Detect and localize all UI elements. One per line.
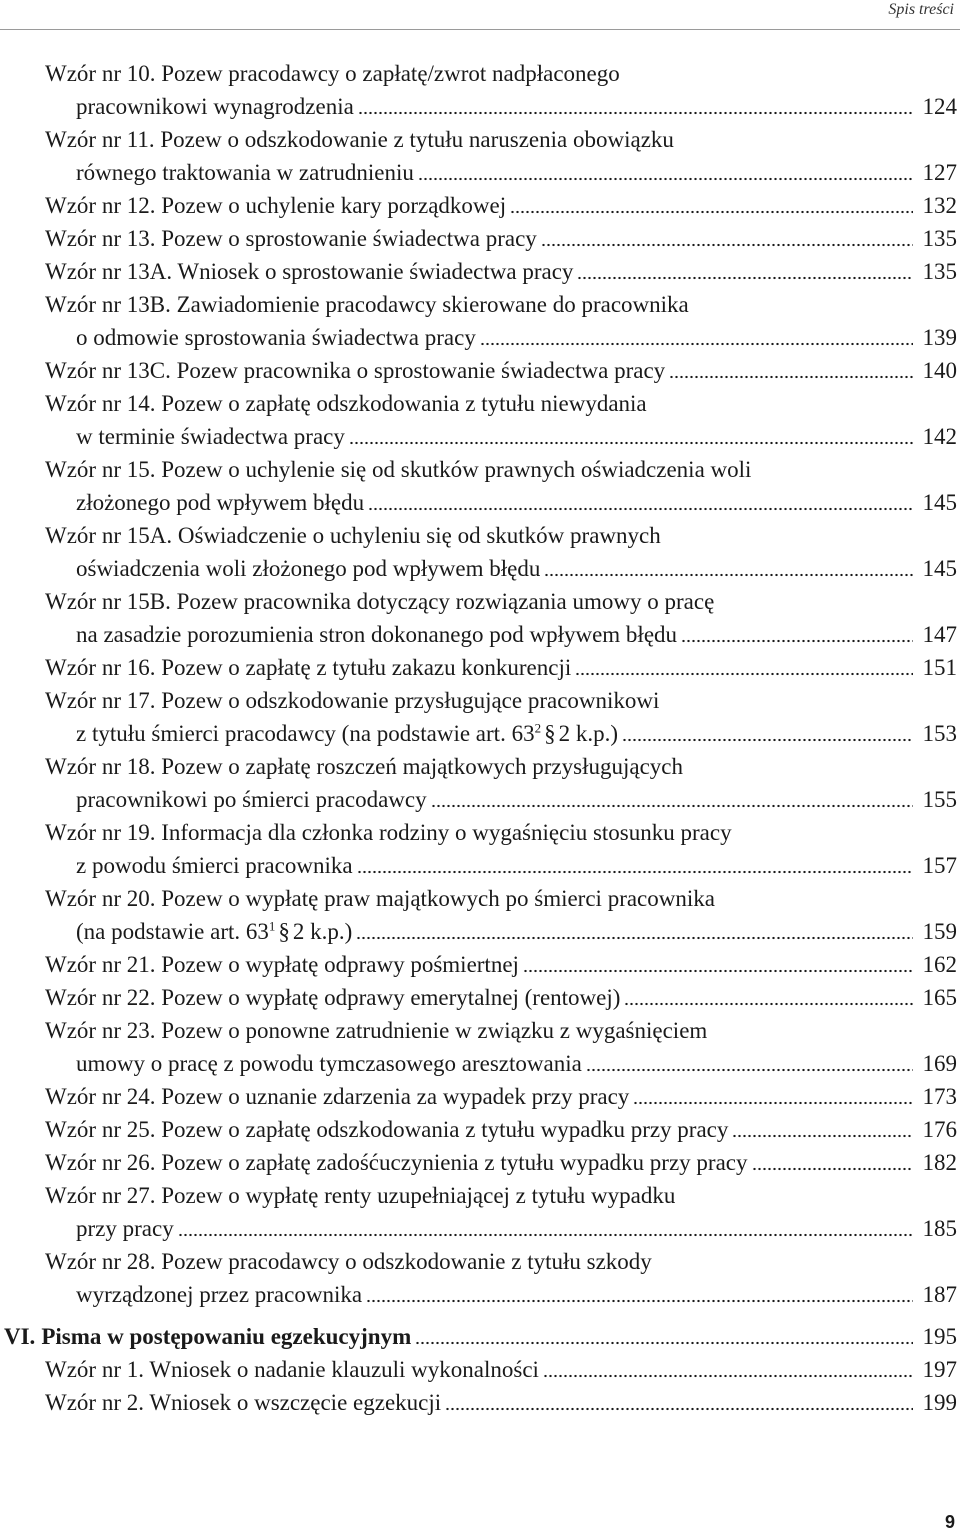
entry-title: Wzór nr 1. Wniosek o nadanie klauzuli wykonalności (45, 1357, 539, 1382)
toc-entry-line (0, 1080, 960, 1113)
page-ref: 159 (922, 919, 957, 944)
toc-entry-line (0, 123, 960, 156)
running-title: Spis treści (888, 1, 954, 18)
page-ref: 132 (922, 193, 957, 218)
page-ref: 199 (922, 1390, 957, 1415)
dot-leader (523, 948, 913, 981)
page-ref: 173 (922, 1084, 957, 1109)
entry-title: oświadczenia woli złożonego pod wpływem błędu (76, 556, 541, 581)
dot-leader (633, 1080, 913, 1113)
dot-leader (732, 1113, 913, 1146)
entry-title: Wzór nr 17. Pozew o odszkodowanie przysługujące pracownikowi (45, 688, 660, 713)
entry-title: złożonego pod wpływem błędu (76, 490, 365, 515)
toc-entry-line (0, 882, 960, 915)
page-ref: 195 (922, 1324, 957, 1349)
section-sign: § (544, 721, 556, 746)
entry-title: w terminie świadectwa pracy (76, 424, 345, 449)
toc-entry-line (0, 750, 960, 783)
page-ref: 140 (922, 358, 957, 383)
toc-entry-line (0, 1212, 960, 1245)
page-ref: 169 (922, 1051, 957, 1076)
page-ref: 127 (922, 160, 957, 185)
toc-entry-line (0, 1179, 960, 1212)
toc-entry-line (0, 519, 960, 552)
dot-leader (752, 1146, 914, 1179)
page-ref: 142 (922, 424, 957, 449)
dot-leader (445, 1386, 913, 1419)
section-sign: § (278, 919, 290, 944)
toc-entry-line (0, 1014, 960, 1047)
dot-leader (480, 321, 913, 354)
toc-entry-line (0, 1386, 960, 1419)
entry-title: pracownikowi po śmierci pracodawcy (76, 787, 427, 812)
entry-title: Wzór nr 16. Pozew o zapłatę z tytułu zakazu konkurencji (45, 655, 572, 680)
entry-title: przy pracy (76, 1216, 174, 1241)
page-ref: 145 (922, 556, 957, 581)
toc-entry-line (0, 453, 960, 486)
section-gap (0, 1311, 960, 1320)
entry-title-text: 2 k.p.) (292, 919, 353, 944)
dot-leader (575, 651, 913, 684)
entry-title: Wzór nr 22. Pozew o wypłatę odprawy emerytalnej (rentowej) (45, 985, 621, 1010)
page-ref: 187 (922, 1282, 957, 1307)
page-ref: 147 (922, 622, 957, 647)
dot-leader (586, 1047, 913, 1080)
page-ref: 153 (922, 721, 957, 746)
dot-leader (577, 255, 913, 288)
dot-leader (431, 783, 913, 816)
entry-title: Wzór nr 26. Pozew o zapłatę zadośćuczynienia z tytułu wypadku przy pracy (45, 1150, 748, 1175)
dot-leader (357, 849, 913, 882)
toc-entry-line (0, 948, 960, 981)
page-ref: 185 (922, 1216, 957, 1241)
dot-leader (356, 915, 913, 948)
entry-title: Wzór nr 14. Pozew o zapłatę odszkodowania z tytułu niewydania (45, 391, 647, 416)
page-ref: 162 (922, 952, 957, 977)
entry-title: Wzór nr 25. Pozew o zapłatę odszkodowania z tytułu wypadku przy pracy (45, 1117, 729, 1142)
toc-entry-line (0, 651, 960, 684)
toc-entry-line (0, 915, 960, 948)
entry-title: na zasadzie porozumienia stron dokonanego pod wpływem błędu (76, 622, 678, 647)
entry-title: pracownikowi wynagrodzenia (76, 94, 354, 119)
toc-entry-line (0, 717, 960, 750)
toc-entry-line (0, 684, 960, 717)
dot-leader (368, 486, 913, 519)
page-ref: 151 (922, 655, 957, 680)
entry-title: Wzór nr 28. Pozew pracodawcy o odszkodowanie z tytułu szkody (45, 1249, 652, 1274)
toc-entry-line (0, 1047, 960, 1080)
dot-leader (510, 189, 913, 222)
entry-title: Wzór nr 24. Pozew o uznanie zdarzenia za wypadek przy pracy (45, 1084, 630, 1109)
entry-title: Wzór nr 21. Pozew o wypłatę odprawy pośmiertnej (45, 952, 519, 977)
entry-title-text: 2 k.p.) (558, 721, 618, 746)
entry-title: Wzór nr 15B. Pozew pracownika dotyczący rozwiązania umowy o pracę (45, 589, 715, 614)
page-ref: 157 (922, 853, 957, 878)
entry-title: Wzór nr 12. Pozew o uchylenie kary porządkowej (45, 193, 507, 218)
toc-entry-line (0, 816, 960, 849)
toc-entry-line (0, 90, 960, 123)
dot-leader (349, 420, 913, 453)
dot-leader (622, 717, 913, 750)
toc-entry-line (0, 288, 960, 321)
toc-entry-line (0, 1113, 960, 1146)
article-superscript: 2 (534, 720, 542, 736)
entry-title: Wzór nr 13C. Pozew pracownika o sprostowanie świadectwa pracy (45, 358, 666, 383)
toc-entry-line (0, 255, 960, 288)
entry-title: Wzór nr 10. Pozew pracodawcy o zapłatę/zwrot nadpłaconego (45, 61, 620, 86)
toc-entry-line (0, 783, 960, 816)
dot-leader (669, 354, 913, 387)
toc-entry-line (0, 1146, 960, 1179)
page-ref: 135 (922, 259, 957, 284)
dot-leader (178, 1212, 913, 1245)
page-ref: 197 (922, 1357, 957, 1382)
article-superscript: 1 (268, 918, 276, 934)
entry-title (76, 915, 352, 948)
entry-title: Wzór nr 23. Pozew o ponowne zatrudnienie w związku z wygaśnięciem (45, 1018, 708, 1043)
entry-title (76, 717, 618, 750)
toc-entry-line (0, 189, 960, 222)
toc-entry-line (0, 387, 960, 420)
toc-entry-line (0, 420, 960, 453)
table-of-contents (0, 57, 960, 1419)
chapter-title (4, 1320, 411, 1353)
chapter-name: Pisma w postępowaniu egzekucyjnym (41, 1324, 412, 1349)
toc-entry-line (0, 321, 960, 354)
chapter-number: VI. (4, 1324, 36, 1349)
toc-entry-line (0, 1353, 960, 1386)
dot-leader (418, 156, 913, 189)
toc-entry-line (0, 57, 960, 90)
toc-entry-line (0, 1245, 960, 1278)
page-ref: 135 (922, 226, 957, 251)
page-ref: 139 (922, 325, 957, 350)
entry-title: Wzór nr 11. Pozew o odszkodowanie z tytułu naruszenia obowiązku (45, 127, 674, 152)
entry-title: Wzór nr 13A. Wniosek o sprostowanie świadectwa pracy (45, 259, 574, 284)
entry-title-text: (na podstawie art. 63 (76, 919, 269, 944)
page-ref: 165 (922, 985, 957, 1010)
toc-entry-line (0, 849, 960, 882)
toc-entry-line (0, 1278, 960, 1311)
dot-leader (366, 1278, 913, 1311)
dot-leader (358, 90, 913, 123)
entry-title: wyrządzonej przez pracownika (76, 1282, 363, 1307)
entry-title: Wzór nr 19. Informacja dla członka rodziny o wygaśnięciu stosunku pracy (45, 820, 732, 845)
toc-entry-line (0, 354, 960, 387)
toc-entry-line (0, 981, 960, 1014)
entry-title: Wzór nr 20. Pozew o wypłatę praw majątkowych po śmierci pracownika (45, 886, 715, 911)
entry-title: Wzór nr 15A. Oświadczenie o uchyleniu się od skutków prawnych (45, 523, 661, 548)
page-ref: 182 (922, 1150, 957, 1175)
toc-entry-line (0, 585, 960, 618)
page-ref: 176 (922, 1117, 957, 1142)
toc-entry-line (0, 552, 960, 585)
page-header (0, 0, 960, 30)
toc-entry-line (0, 486, 960, 519)
toc-entry-line (0, 156, 960, 189)
dot-leader (415, 1320, 913, 1353)
entry-title: Wzór nr 27. Pozew o wypłatę renty uzupełniającej z tytułu wypadku (45, 1183, 676, 1208)
entry-title: o odmowie sprostowania świadectwa pracy (76, 325, 476, 350)
dot-leader (681, 618, 913, 651)
entry-title: równego traktowania w zatrudnieniu (76, 160, 414, 185)
page-number: 9 (944, 1512, 955, 1532)
entry-title: umowy o pracę z powodu tymczasowego aresztowania (76, 1051, 582, 1076)
page-ref: 124 (922, 94, 957, 119)
dot-leader (624, 981, 913, 1014)
toc-entry-line (0, 618, 960, 651)
entry-title: Wzór nr 2. Wniosek o wszczęcie egzekucji (45, 1390, 442, 1415)
toc-entry-line (0, 222, 960, 255)
entry-title: Wzór nr 13B. Zawiadomienie pracodawcy skierowane do pracownika (45, 292, 689, 317)
dot-leader (543, 1353, 913, 1386)
entry-title: Wzór nr 15. Pozew o uchylenie się od skutków prawnych oświadczenia woli (45, 457, 752, 482)
page-ref: 145 (922, 490, 957, 515)
entry-title: Wzór nr 13. Pozew o sprostowanie świadectwa pracy (45, 226, 537, 251)
dot-leader (544, 552, 913, 585)
entry-title: z powodu śmierci pracownika (76, 853, 353, 878)
dot-leader (541, 222, 913, 255)
page-ref: 155 (922, 787, 957, 812)
entry-title-text: z tytułu śmierci pracodawcy (na podstawie art. 63 (76, 721, 535, 746)
entry-title: Wzór nr 18. Pozew o zapłatę roszczeń majątkowych przysługujących (45, 754, 683, 779)
chapter-heading (0, 1320, 960, 1353)
